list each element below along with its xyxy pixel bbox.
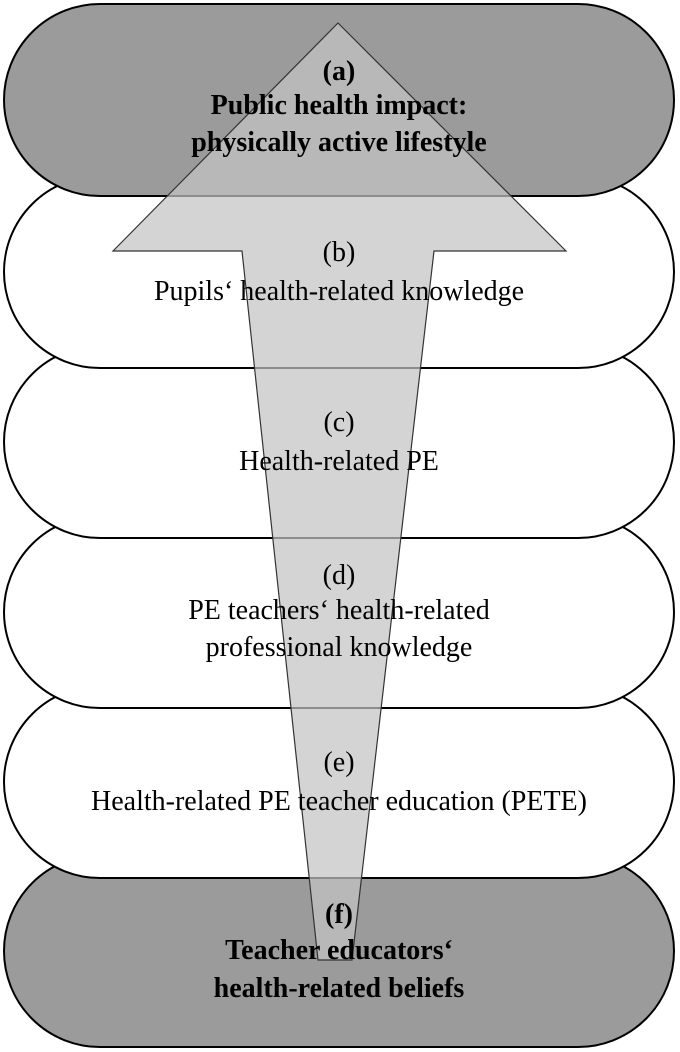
level-d-line-2: professional knowledge <box>205 632 473 663</box>
level-a-line-1: Public health impact: <box>210 90 468 121</box>
level-d-tag: (d) <box>322 560 356 591</box>
level-f-line-1: Teacher educators‘ <box>225 935 453 966</box>
level-c-tag: (c) <box>323 407 355 438</box>
level-d-line-1: PE teachers‘ health-related <box>188 595 490 626</box>
level-e-tag: (e) <box>323 747 355 778</box>
level-b-line-1: Pupils‘ health-related knowledge <box>153 276 525 307</box>
level-e-line-1: Health-related PE teacher education (PETE) <box>91 786 587 817</box>
level-f-line-2: health-related beliefs <box>213 973 465 1004</box>
level-a-line-2: physically active lifestyle <box>191 127 487 158</box>
level-b-tag: (b) <box>322 237 356 268</box>
level-c-line-1: Health-related PE <box>239 446 439 477</box>
level-a-tag: (a) <box>322 56 356 87</box>
level-f-tag: (f) <box>325 899 353 930</box>
